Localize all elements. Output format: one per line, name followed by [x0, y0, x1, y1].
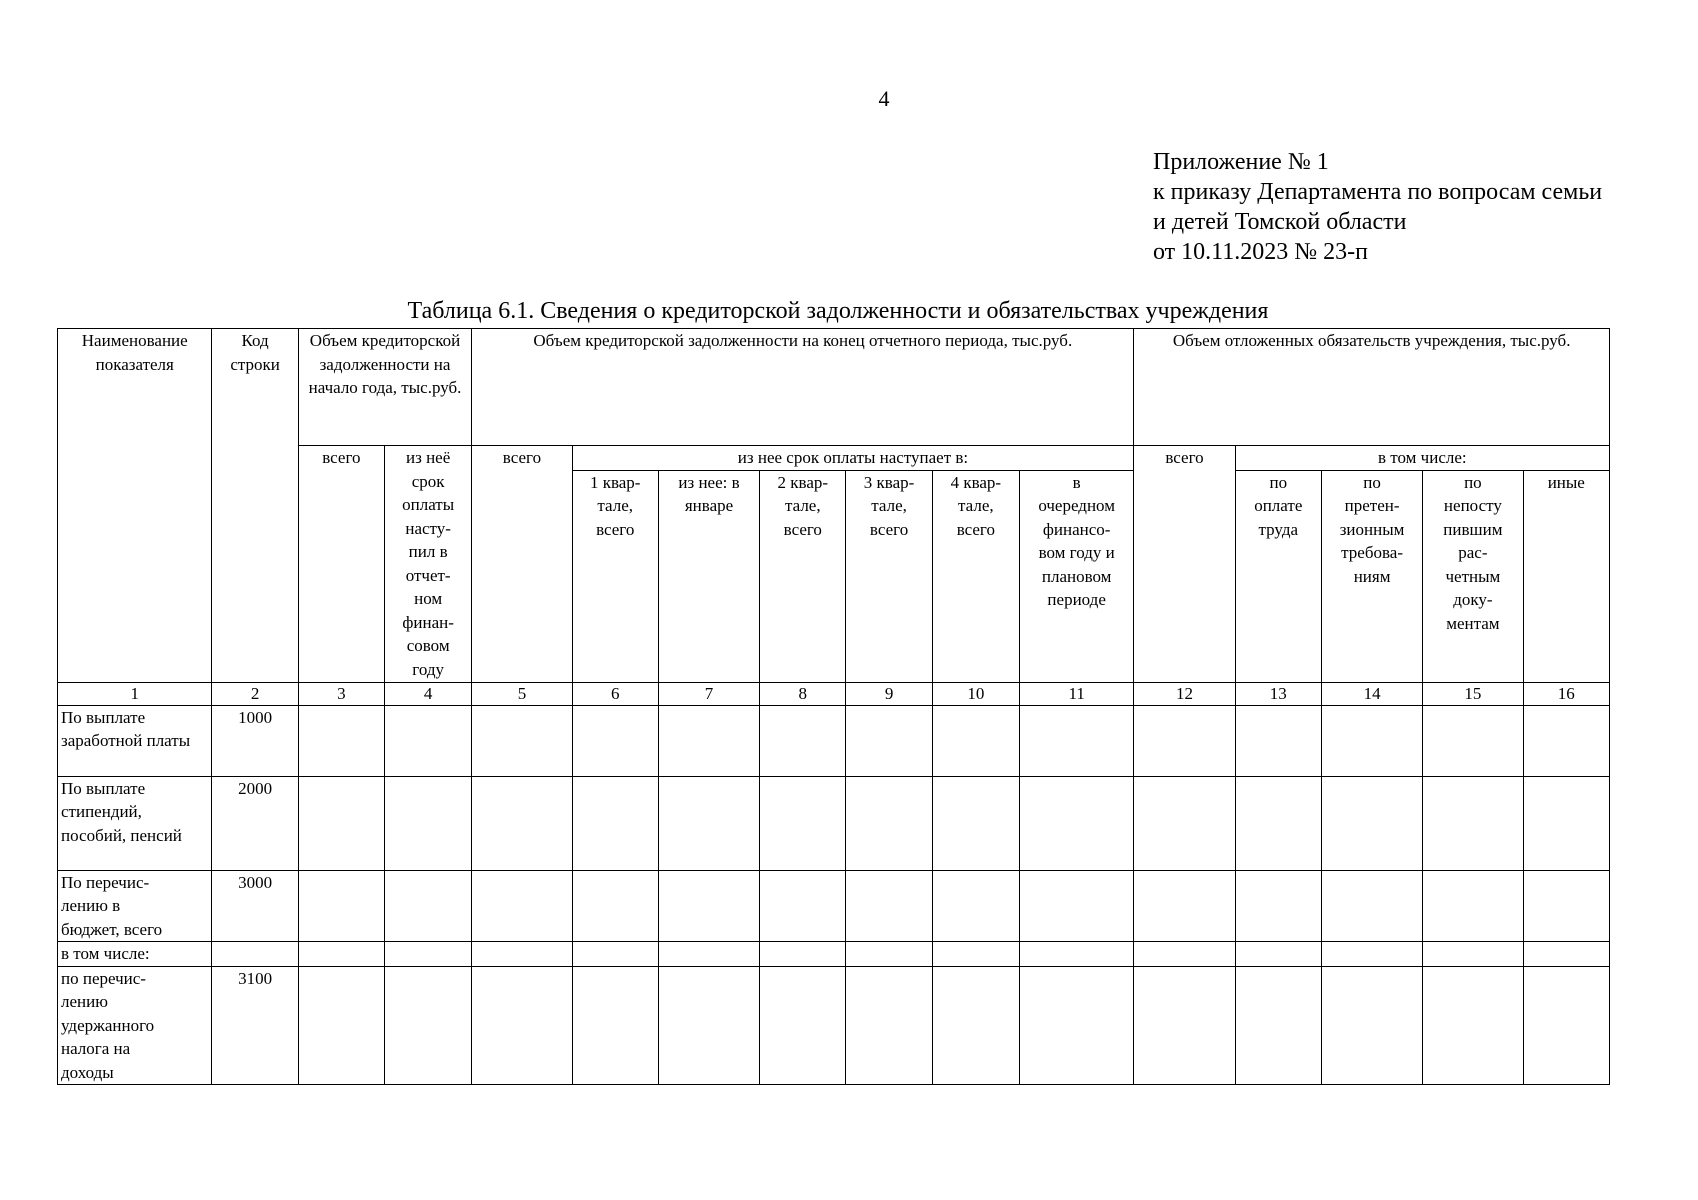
column-number: 1	[58, 682, 212, 705]
page-number: 4	[878, 86, 890, 111]
data-cell	[846, 870, 932, 942]
data-cell	[298, 942, 384, 967]
column-number: 16	[1523, 682, 1609, 705]
data-cell	[932, 705, 1019, 776]
header-claims: по претен- зионным требова- ниям	[1321, 470, 1422, 682]
data-cell	[932, 966, 1019, 1085]
header-january: из нее: в январе	[658, 470, 759, 682]
data-cell	[572, 942, 658, 967]
appendix-line: Приложение № 1	[1153, 149, 1329, 175]
data-cell	[932, 870, 1019, 942]
data-cell	[658, 870, 759, 942]
header-due-in: из нее срок оплаты наступает в:	[572, 446, 1134, 471]
header-start-volume: Объем кредиторской задолженности на начало года, тыс.руб.	[298, 329, 472, 446]
data-cell	[1134, 705, 1235, 776]
header-q1: 1 квар- тале, всего	[572, 470, 658, 682]
data-cell	[385, 942, 472, 967]
column-number: 8	[760, 682, 846, 705]
data-cell	[760, 776, 846, 870]
row-code: 2000	[212, 776, 298, 870]
data-cell	[1423, 942, 1523, 967]
data-cell	[1235, 942, 1321, 967]
data-cell	[472, 966, 572, 1085]
data-cell	[472, 942, 572, 967]
appendix-line: и детей Томской области	[1153, 209, 1407, 235]
data-cell	[298, 966, 384, 1085]
header-total: всего	[1134, 446, 1235, 683]
row-name: По перечис- лению в бюджет, всего	[58, 870, 212, 942]
data-cell	[760, 966, 846, 1085]
header-row	[58, 329, 1610, 446]
data-cell	[932, 942, 1019, 967]
data-cell	[760, 870, 846, 942]
header-overdue: из неё срок оплаты насту- пил в отчет- ном финан- совом году	[385, 446, 472, 683]
data-cell	[846, 776, 932, 870]
data-cell	[472, 776, 572, 870]
row-name: в том числе:	[58, 942, 212, 967]
data-cell	[572, 870, 658, 942]
data-cell	[1321, 705, 1422, 776]
header-wages: по оплате труда	[1235, 470, 1321, 682]
data-cell	[1523, 870, 1609, 942]
data-cell	[1321, 776, 1422, 870]
header-unreceived-docs: по непосту пившим рас- четным доку- ментам	[1423, 470, 1523, 682]
data-cell	[1235, 966, 1321, 1085]
data-cell	[385, 705, 472, 776]
data-cell	[1423, 705, 1523, 776]
column-number: 11	[1019, 682, 1133, 705]
data-cell	[298, 705, 384, 776]
data-cell	[658, 705, 759, 776]
data-cell	[385, 966, 472, 1085]
data-cell	[472, 870, 572, 942]
column-number: 4	[385, 682, 472, 705]
column-number-row	[58, 682, 1610, 705]
row-name: По выплате стипендий, пособий, пенсий	[58, 776, 212, 870]
data-cell	[1423, 776, 1523, 870]
column-number: 3	[298, 682, 384, 705]
header-other: иные	[1523, 470, 1609, 682]
data-cell	[658, 966, 759, 1085]
column-number: 15	[1423, 682, 1523, 705]
header-total: всего	[298, 446, 384, 683]
data-cell	[846, 705, 932, 776]
header-q2: 2 квар- тале, всего	[760, 470, 846, 682]
data-cell	[572, 705, 658, 776]
data-cell	[658, 942, 759, 967]
row-name: по перечис- лению удержанного налога на доходы	[58, 966, 212, 1085]
header-including: в том числе:	[1235, 446, 1609, 471]
row-name: По выплате заработной платы	[58, 705, 212, 776]
header-deferred: Объем отложенных обязательств учреждения, тыс.руб.	[1134, 329, 1610, 446]
table-row	[58, 942, 1610, 967]
header-total: всего	[472, 446, 572, 683]
column-number: 5	[472, 682, 572, 705]
table-row	[58, 776, 1610, 870]
data-cell	[298, 870, 384, 942]
row-code	[212, 942, 298, 967]
data-cell	[385, 870, 472, 942]
column-number: 12	[1134, 682, 1235, 705]
column-number: 9	[846, 682, 932, 705]
data-cell	[1134, 942, 1235, 967]
data-cell	[1235, 870, 1321, 942]
data-cell	[1134, 776, 1235, 870]
liabilities-table	[57, 328, 1610, 1085]
appendix-line: к приказу Департамента по вопросам семьи	[1153, 179, 1603, 205]
data-cell	[1523, 705, 1609, 776]
header-name: Наименование показателя	[58, 329, 212, 683]
header-code: Код строки	[212, 329, 298, 683]
appendix-line: от 10.11.2023 № 23-п	[1153, 239, 1369, 265]
data-cell	[1235, 776, 1321, 870]
table-row	[58, 870, 1610, 942]
data-cell	[846, 942, 932, 967]
data-cell	[1019, 966, 1133, 1085]
header-end-volume: Объем кредиторской задолженности на конец отчетного периода, тыс.руб.	[472, 329, 1134, 446]
appendix-reference	[1153, 147, 1602, 267]
data-cell	[1134, 966, 1235, 1085]
data-cell	[1523, 966, 1609, 1085]
column-number: 6	[572, 682, 658, 705]
header-q3: 3 квар- тале, всего	[846, 470, 932, 682]
table-title: Таблица 6.1. Сведения о кредиторской задолженности и обязательствах учреждения	[407, 298, 1269, 324]
data-cell	[1019, 942, 1133, 967]
row-code: 3000	[212, 870, 298, 942]
column-number: 14	[1321, 682, 1422, 705]
header-q4: 4 квар- тале, всего	[932, 470, 1019, 682]
table-row	[58, 705, 1610, 776]
data-cell	[1019, 776, 1133, 870]
data-cell	[1321, 966, 1422, 1085]
data-cell	[846, 966, 932, 1085]
column-number: 7	[658, 682, 759, 705]
row-code: 3100	[212, 966, 298, 1085]
header-next-year: в очередном финансо- вом году и плановом периоде	[1019, 470, 1133, 682]
table-row	[58, 966, 1610, 1085]
data-cell	[932, 776, 1019, 870]
data-cell	[298, 776, 384, 870]
data-cell	[1423, 966, 1523, 1085]
data-cell	[1134, 870, 1235, 942]
data-cell	[1523, 942, 1609, 967]
row-code: 1000	[212, 705, 298, 776]
data-cell	[760, 705, 846, 776]
data-cell	[472, 705, 572, 776]
data-cell	[1423, 870, 1523, 942]
data-cell	[572, 966, 658, 1085]
data-cell	[658, 776, 759, 870]
data-cell	[1321, 942, 1422, 967]
data-cell	[385, 776, 472, 870]
data-cell	[1019, 705, 1133, 776]
data-cell	[1019, 870, 1133, 942]
data-cell	[1321, 870, 1422, 942]
data-cell	[760, 942, 846, 967]
data-cell	[1523, 776, 1609, 870]
column-number: 10	[932, 682, 1019, 705]
data-cell	[1235, 705, 1321, 776]
data-cell	[572, 776, 658, 870]
column-number: 2	[212, 682, 298, 705]
column-number: 13	[1235, 682, 1321, 705]
